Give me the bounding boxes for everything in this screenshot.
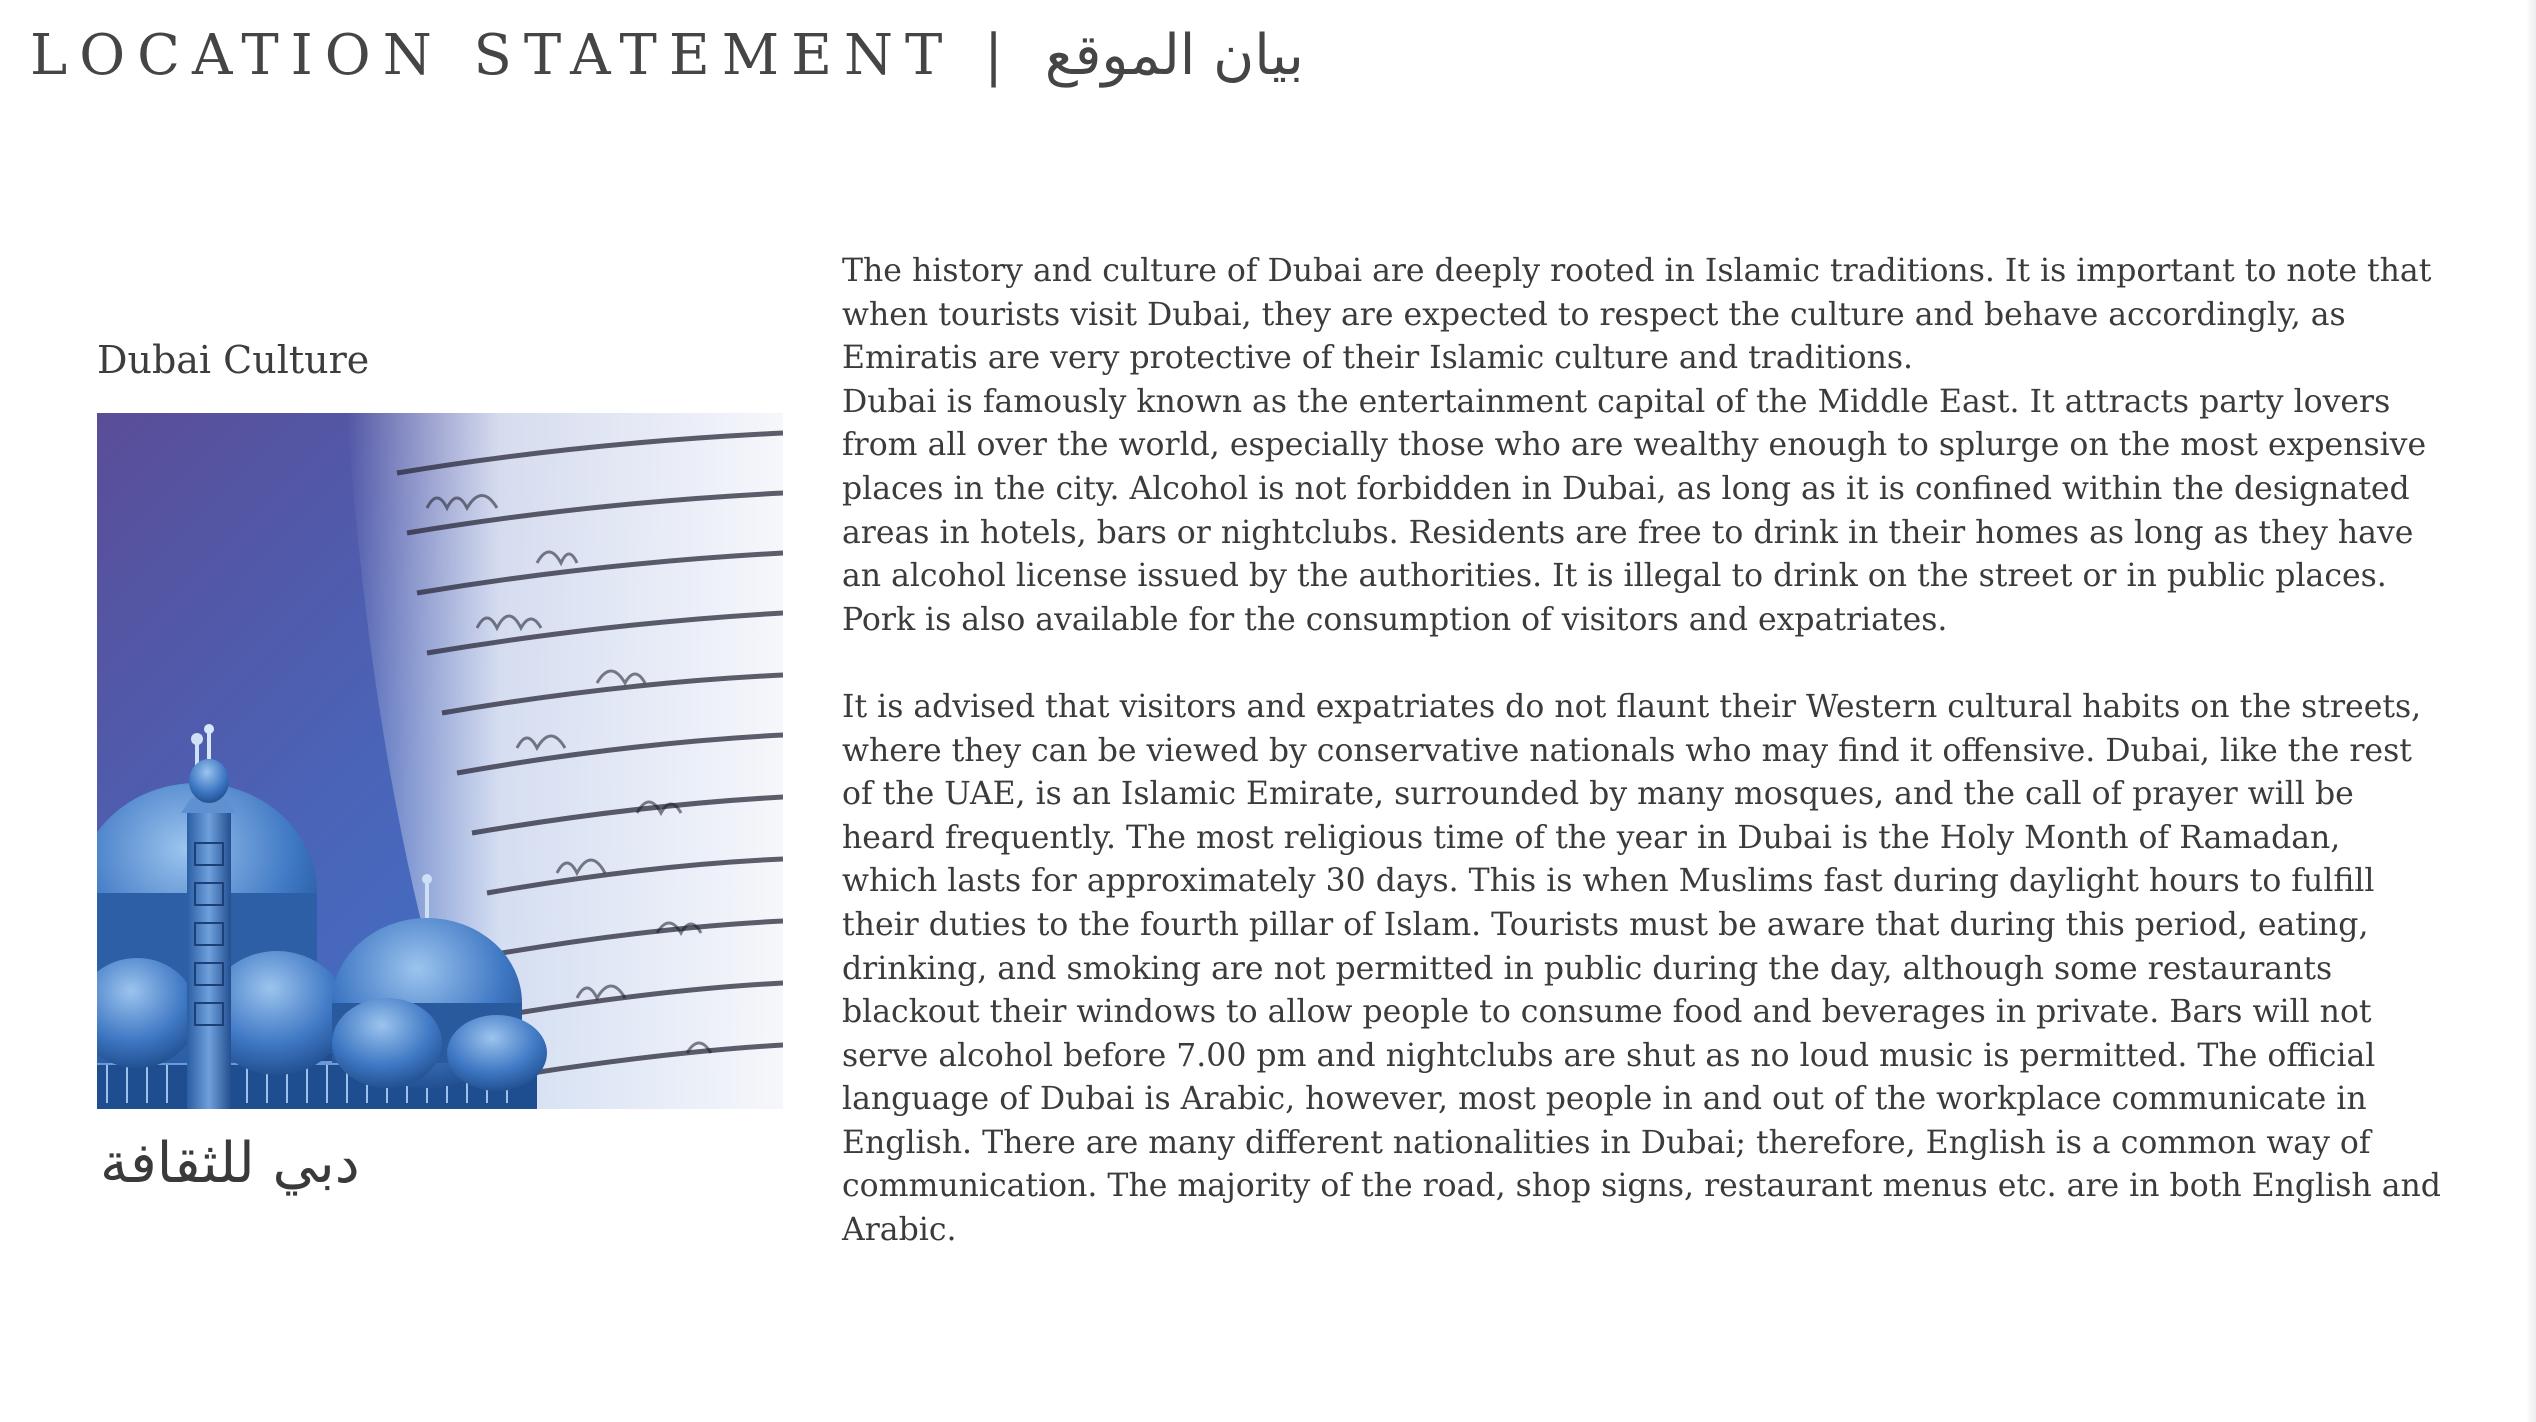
title-separator: | [984,23,1016,88]
mosque-quran-image [97,413,783,1109]
paragraph-3: It is advised that visitors and expatriates do not flaunt their Western cultural habits on the streets, where they can be viewed by conservative nationals who may find it offensive. Dubai, like the rest of the UAE, is an Islamic Emirate, surrounded by many mosques, and the call of prayer will be heard frequently. The most religious time of the year in Dubai is the Holy Month of Ramadan, which lasts for approximately 30 days. This is when Muslims fast during daylight hours to fulfill their duties to the fourth pillar of Islam. Tourists must be aware that during this period, eating, drinking, and smoking are not permitted in public during the day, although some restaurants blackout their windows to allow people to consume food and beverages in private. Bars will not serve alcohol before 7.00 pm and nightclubs are shut as no loud music is permitted. The official language of Dubai is Arabic, however, most people in and out of the workplace communicate in English. There are many different nationalities in Dubai; therefore, English is a common way of communication. The majority of the road, shop signs, restaurant menus etc. are in both English and Arabic. [842,688,2441,1249]
section-heading: Dubai Culture [97,338,370,382]
page-title [30,20,1304,92]
page-title-english: LOCATION STATEMENT [30,23,955,88]
arabic-caption: دبي للثقافة [100,1131,360,1196]
page-edge-shadow [2526,0,2536,1422]
page-title-arabic: بيان الموقع [1044,23,1304,88]
body-text [842,250,2442,1253]
mosque-quran-illustration [97,413,783,1109]
paragraph-1: The history and culture of Dubai are deeply rooted in Islamic traditions. It is important to note that when tourists visit Dubai, they are expected to respect the culture and behave accordingly, as Emiratis are very protective of their Islamic culture and traditions. [842,253,2432,377]
paragraph-2: Dubai is famously known as the entertainment capital of the Middle East. It attracts party lovers from all over the world, especially those who are wealthy enough to splurge on the most expensive places in the city. Alcohol is not forbidden in Dubai, as long as it is confined within the designated areas in hotels, bars or nightclubs. Residents are free to drink in their homes as long as they have an alcohol license issued by the authorities. It is illegal to drink on the street or in public places. Pork is also available for the consumption of visitors and expatriates. [842,383,2427,638]
